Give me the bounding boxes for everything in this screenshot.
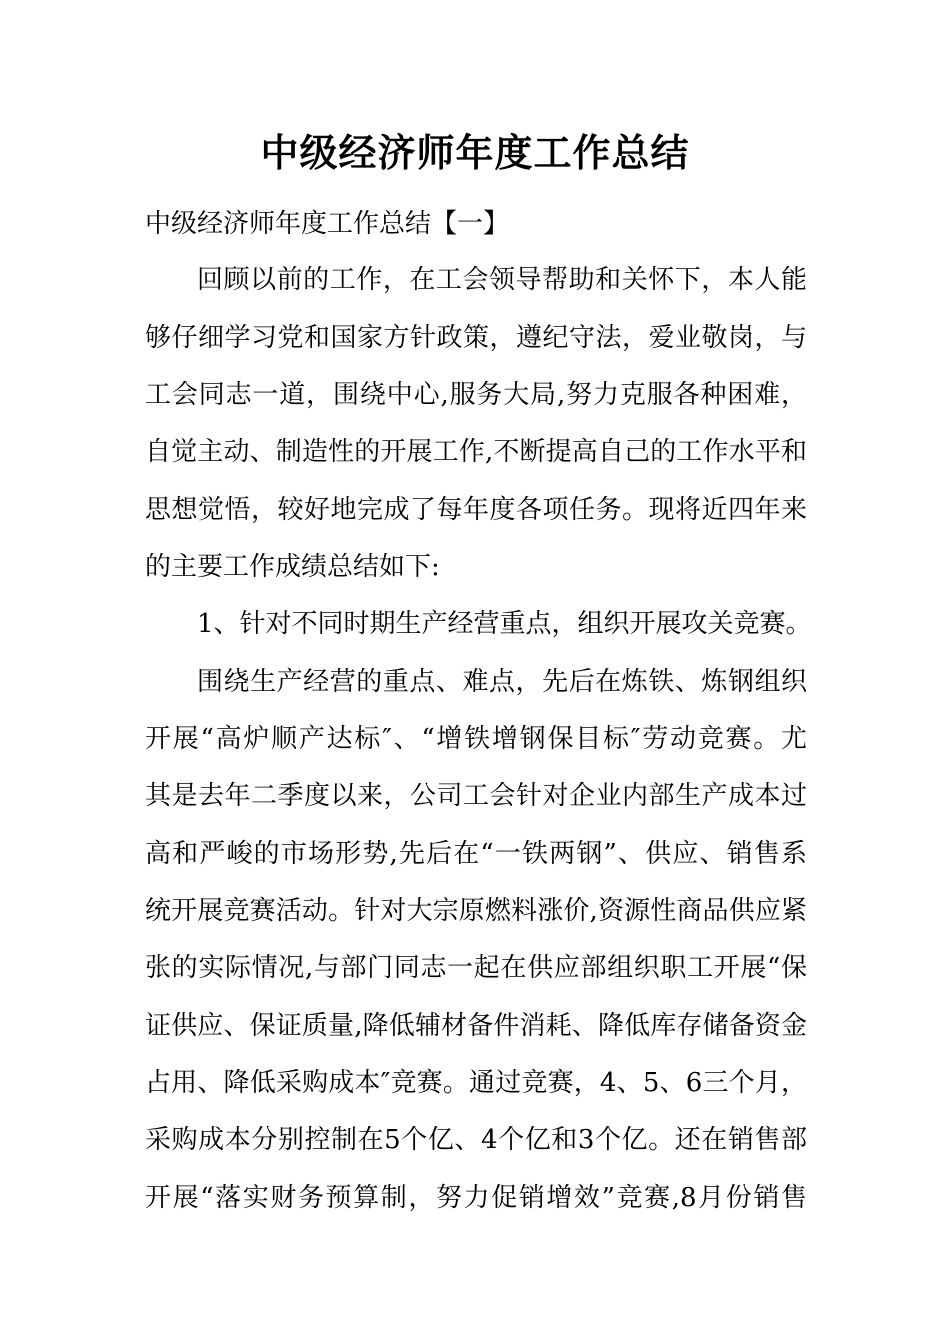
paragraph-line: 围绕生产经营的重点、难点，先后在炼铁、炼钢组织 <box>197 667 807 697</box>
paragraph-line: 工会同志一道，围绕中心,服务大局,努力克服各种困难， <box>145 380 807 410</box>
paragraph-line: 的主要工作成绩总结如下: <box>145 552 440 582</box>
paragraph-line: 思想觉悟，较好地完成了每年度各项任务。现将近四年来 <box>145 495 807 525</box>
document-subtitle: 中级经济师年度工作总结【一】 <box>145 209 510 239</box>
paragraph-line: 统开展竞赛活动。针对大宗原燃料涨价,资源性商品供应紧 <box>145 896 807 926</box>
paragraph-line: 回顾以前的工作，在工会领导帮助和关怀下，本人能 <box>197 265 807 295</box>
paragraph-line: 采购成本分别控制在5个亿、4个亿和3个亿。还在销售部 <box>145 1125 807 1155</box>
paragraph-line: 开展“落实财务预算制，努力促销增效”竞赛,8月份销售 <box>145 1183 807 1213</box>
paragraph-line: 其是去年二季度以来，公司工会针对企业内部生产成本过 <box>145 781 807 811</box>
paragraph-line: 够仔细学习党和国家方针政策，遵纪守法，爱业敬岗，与 <box>145 323 807 353</box>
paragraph-line: 开展“高炉顺产达标″、“增铁增钢保目标″劳动竞赛。尤 <box>145 724 807 754</box>
paragraph-line: 占用、降低采购成本″竞赛。通过竞赛，4、5、6三个月， <box>145 1068 807 1098</box>
paragraph-line: 自觉主动、制造性的开展工作,不断提高自己的工作水平和 <box>145 437 807 467</box>
document-title: 中级经济师年度工作总结 <box>260 131 690 175</box>
paragraph-line: 高和严峻的市场形势,先后在“一铁两钢”、供应、销售系 <box>145 839 807 869</box>
paragraph-line: 证供应、保证质量,降低辅材备件消耗、降低库存储备资金 <box>145 1011 807 1041</box>
paragraph-line: 1、针对不同时期生产经营重点，组织开展攻关竞赛。 <box>197 609 812 639</box>
paragraph-line: 张的实际情况,与部门同志一起在供应部组织职工开展“保 <box>145 953 807 983</box>
